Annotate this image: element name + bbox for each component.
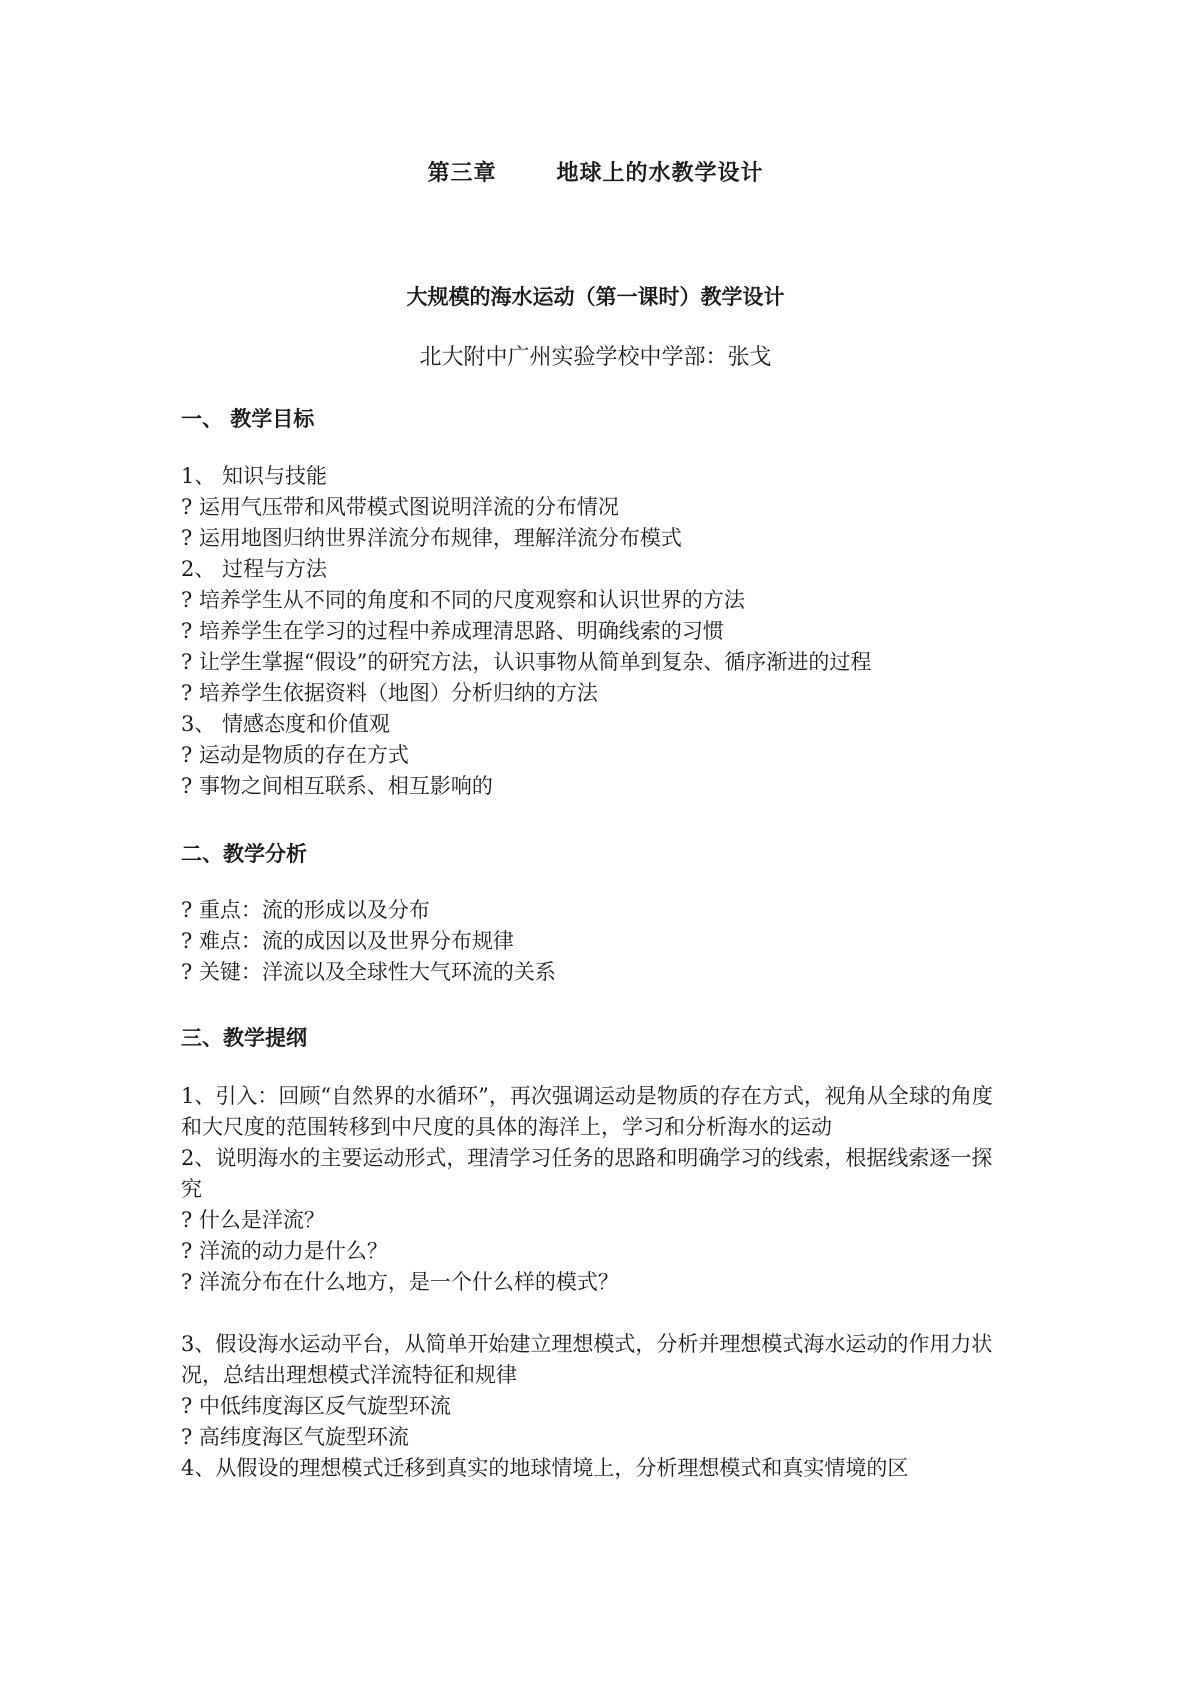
list-item: ? 难点：流的成因以及世界分布规律 [181, 929, 514, 953]
outline-paragraph-3: 3、假设海水运动平台，从简单开始建立理想模式，分析并理想模式海水运动的作用力状况，总结出理想模式洋流特征和规律 [181, 1332, 993, 1387]
list-item: ? 洋流的动力是什么？ [181, 1239, 388, 1263]
list-item: 1、 知识与技能 [181, 464, 328, 488]
chapter-name: 地球上的水教学设计 [556, 161, 764, 186]
list-item: ? 运用气压带和风带模式图说明洋流的分布情况 [181, 495, 619, 519]
section-heading-objectives: 一、 教学目标 [181, 407, 315, 431]
list-item: ? 中低纬度海区反气旋型环流 [181, 1394, 451, 1418]
chapter-number: 第三章 [427, 161, 497, 186]
list-item: ? 培养学生在学习的过程中养成理清思路、明确线索的习惯 [181, 619, 724, 643]
analysis-list [181, 895, 1011, 988]
list-item: ? 运动是物质的存在方式 [181, 743, 409, 767]
list-item: ? 高纬度海区气旋型环流 [181, 1425, 409, 1449]
outline-paragraph-2: 2、说明海水的主要运动形式，理清学习任务的思路和明确学习的线索，根据线索逐一探究 [181, 1146, 993, 1201]
section-heading-outline: 三、教学提纲 [181, 1026, 307, 1050]
list-item: 3、 情感态度和价值观 [181, 712, 391, 736]
list-item: 2、 过程与方法 [181, 557, 328, 581]
list-item: ? 培养学生依据资料（地图）分析归纳的方法 [181, 681, 598, 705]
list-item: ? 让学生掌握“假设”的研究方法，认识事物从简单到复杂、循序渐进的过程 [181, 650, 872, 674]
list-item: ? 运用地图归纳世界洋流分布规律，理解洋流分布模式 [181, 526, 682, 550]
list-item: ? 重点：流的形成以及分布 [181, 898, 430, 922]
outline-paragraph-4: 4、从假设的理想模式迁移到真实的地球情境上，分析理想模式和真实情境的区 [181, 1456, 909, 1480]
list-item: ? 什么是洋流？ [181, 1208, 325, 1232]
outline-content [181, 1081, 1011, 1484]
list-item: ? 事物之间相互联系、相互影响的 [181, 774, 493, 798]
author-line: 北大附中广州实验学校中学部：张戈 [419, 345, 772, 370]
objectives-list [181, 461, 1011, 802]
lesson-title: 大规模的海水运动（第一课时）教学设计 [406, 285, 785, 309]
list-item: ? 关键：洋流以及全球性大气环流的关系 [181, 960, 556, 984]
list-item: ? 培养学生从不同的角度和不同的尺度观察和认识世界的方法 [181, 588, 745, 612]
chapter-title [0, 156, 1191, 187]
list-item: ? 洋流分布在什么地方，是一个什么样的模式？ [181, 1270, 619, 1294]
outline-paragraph-1: 1、引入：回顾“自然界的水循环”，再次强调运动是物质的存在方式，视角从全球的角度和大尺度的范围转移到中尺度的具体的海洋上，学习和分析海水的运动 [181, 1084, 993, 1139]
section-heading-analysis: 二、教学分析 [181, 842, 307, 866]
